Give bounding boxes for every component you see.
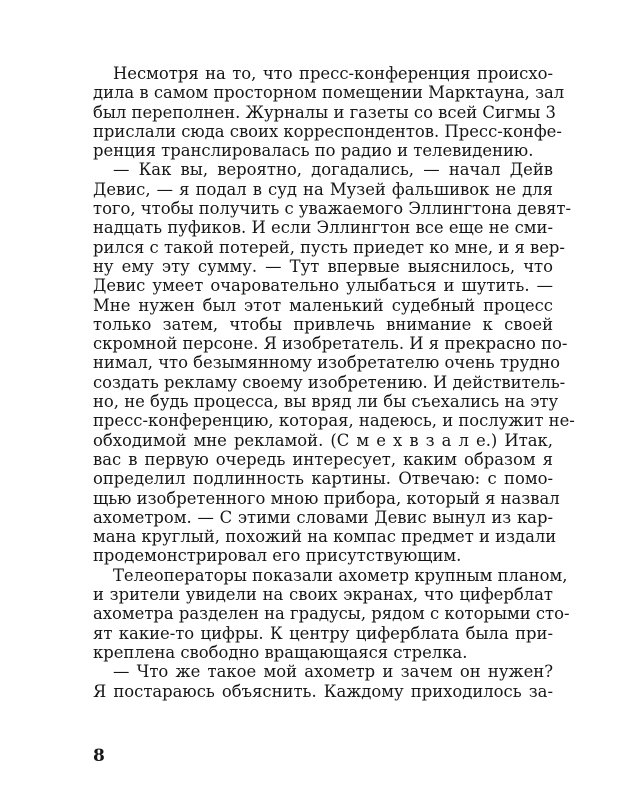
text-line: надцать пуфиков. И если Эллингтон все еще не сми- <box>93 218 553 238</box>
text-line: обходимой мне рекламой. (С м е х в з а л е.) Итак, <box>93 430 553 450</box>
text-line: Я постараюсь объяснить. Каждому приходилось за- <box>93 681 553 701</box>
paragraph-2 <box>93 160 575 566</box>
text-line: дила в самом просторном помещении Марктауна, зал <box>93 83 565 103</box>
body-text <box>93 64 575 701</box>
text-line: ахометром. — С этими словами Девис вынул из кар- <box>93 507 553 527</box>
text-line: ну ему эту сумму. — Тут впервые выяснилось, что <box>93 256 553 276</box>
text-line: рился с такой потерей, пусть приедет ко мне, и я вер- <box>93 237 565 257</box>
text-line: щью изобретенного мною прибора, который я назвал <box>93 488 560 508</box>
text-line: пресс-конференцию, которая, надеюсь, и послужит не- <box>93 411 575 431</box>
text-line: продемонстрировал его присутствующим. <box>93 546 462 566</box>
text-line: того, чтобы получить с уважаемого Эллингтона девят- <box>93 199 571 219</box>
text-line: скромной персоне. Я изобретатель. И я прекрасно по- <box>93 334 568 354</box>
text-line: Несмотря на то, что пресс-конференция происхо- <box>113 64 553 83</box>
text-line: прислали сюда своих корреспондентов. Пресс-конфе- <box>93 121 562 141</box>
text-line: определил подлинность картины. Отвечаю: с помо- <box>93 469 553 489</box>
text-line: Девис, — я подал в суд на Музей фальшивок не для <box>93 179 553 199</box>
text-line: мана круглый, похожий на компас предмет и издали <box>93 527 557 547</box>
text-line: но, не будь процесса, вы вряд ли бы съехались на эту <box>93 392 559 412</box>
text-line: был переполнен. Журналы и газеты со всей Сигмы 3 <box>93 102 556 122</box>
text-line: ят какие-то цифры. К центру циферблата была при- <box>93 623 553 643</box>
text-line: Телеоператоры показали ахометр крупным планом, <box>113 565 568 585</box>
paragraph-1 <box>93 64 565 161</box>
page-number: 8 <box>93 746 105 766</box>
text-line: ахометра разделен на градусы, рядом с которыми сто- <box>93 604 570 624</box>
paragraph-4 <box>93 662 553 701</box>
paragraph-3 <box>93 565 570 662</box>
text-line: — Как вы, вероятно, догадались, — начал Дейв <box>113 160 553 180</box>
text-line: нимал, что безымянному изобретателю очень трудно <box>93 353 560 373</box>
text-line: вас в первую очередь интересует, каким образом я <box>93 449 553 469</box>
text-line: Девис умеет очаровательно улыбаться и шутить. — <box>93 276 553 296</box>
text-line: и зрители увидели на своих экранах, что циферблат <box>93 585 553 605</box>
text-line: — Что же такое мой ахометр и зачем он нужен? <box>113 662 553 682</box>
text-line: только затем, чтобы привлечь внимание к своей <box>93 314 553 334</box>
text-line: Мне нужен был этот маленький судебный процесс <box>93 295 553 315</box>
text-line: креплена свободно вращающаяся стрелка. <box>93 642 468 662</box>
text-line: создать рекламу своему изобретению. И действитель- <box>93 372 566 392</box>
text-line: ренция транслировалась по радио и телевидению. <box>93 141 534 161</box>
